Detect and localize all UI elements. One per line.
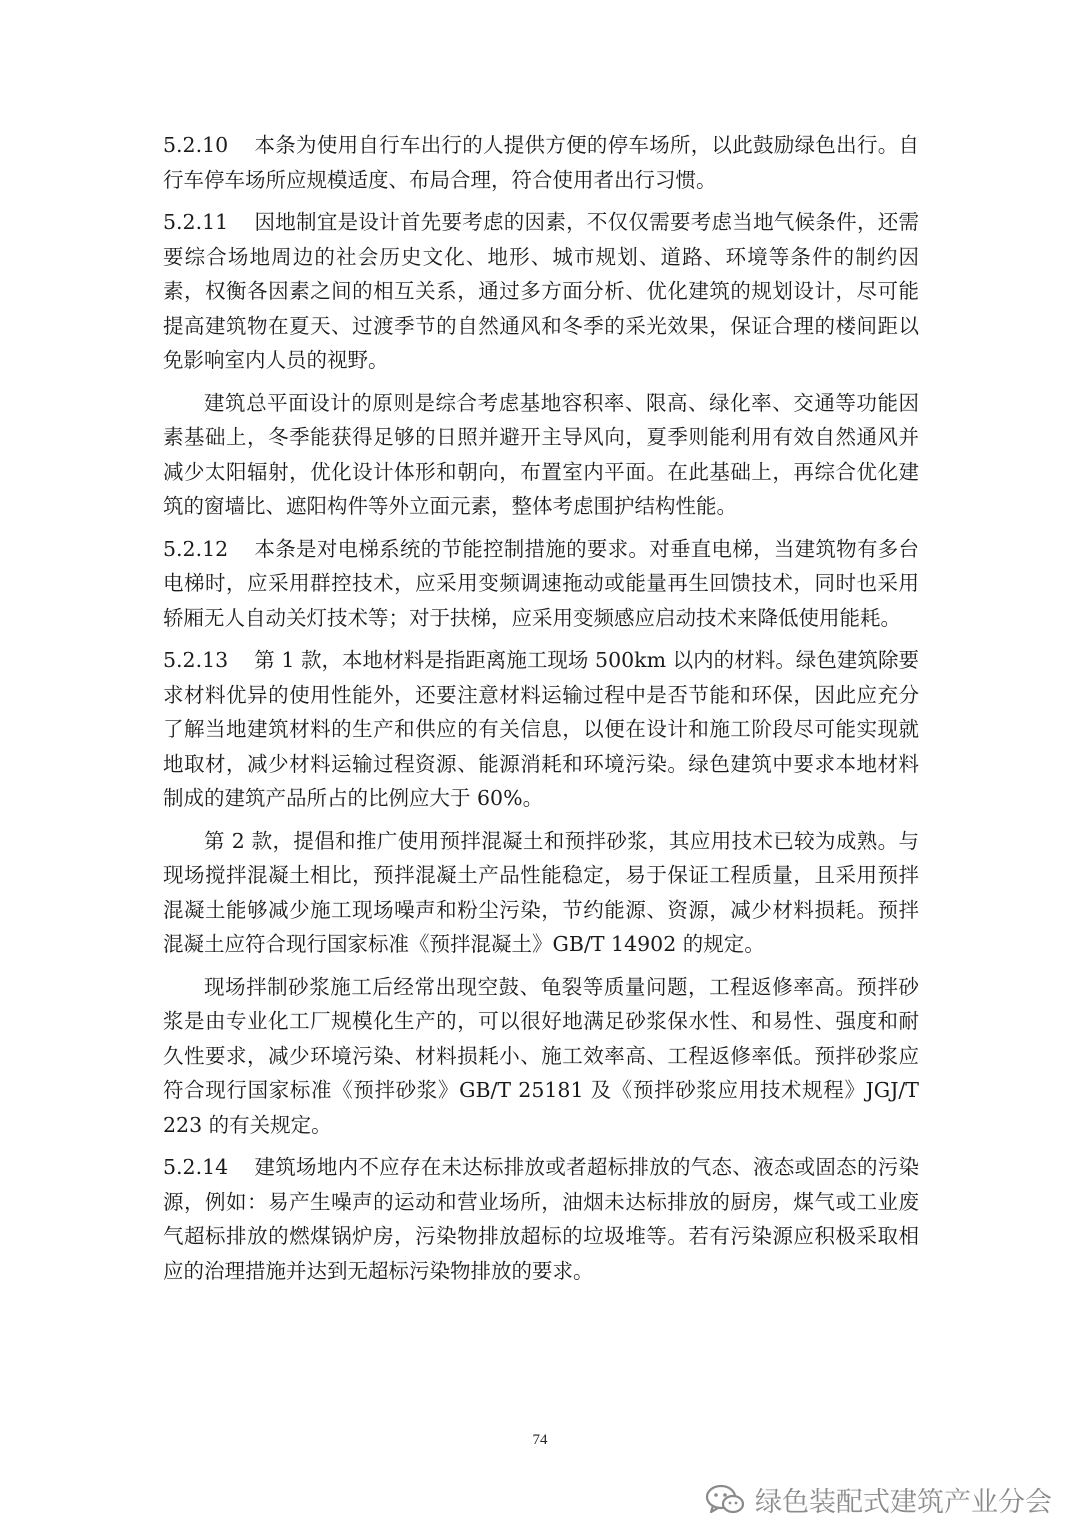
wechat-icon bbox=[705, 1483, 745, 1517]
paragraph-5-2-13 bbox=[163, 643, 919, 816]
paragraph-5-2-14 bbox=[163, 1150, 919, 1288]
page-number: 74 bbox=[532, 1432, 548, 1448]
paragraph-text: 建筑总平面设计的原则是综合考虑基地容积率、限高、绿化率、交通等功能因素基础上，冬季能获得足够的日照并避开主导风向，夏季则能利用有效自然通风并减少太阳辐射，优化设计体形和朝向，布置室内平面。在此基础上，再综合优化建筑的窗墙比、遮阳构件等外立面元素，整体考虑围护结构性能。 bbox=[163, 390, 919, 518]
paragraph-text: 建筑场地内不应存在未达标排放或者超标排放的气态、液态或固态的污染源，例如：易产生噪声的运动和营业场所，油烟未达标排放的厨房，煤气或工业废气超标排放的燃煤锅炉房，污染物排放超标的垃圾堆等。若有污染源应积极采取相应的治理措施并达到无超标污染物排放的要求。 bbox=[163, 1155, 919, 1283]
paragraph-text: 现场拌制砂浆施工后经常出现空鼓、龟裂等质量问题，工程返修率高。预拌砂浆是由专业化工厂规模化生产的，可以很好地满足砂浆保水性、和易性、强度和耐久性要求，减少环境污染、材料损耗小、施工效率高、工程返修率低。预拌砂浆应符合现行国家标准《预拌砂浆》GB/T 25181 及《预拌砂浆应用技术规程》JGJ/T 223 的有关规定。 bbox=[163, 974, 919, 1137]
paragraph-text: 第 1 款，本地材料是指距离施工现场 500km 以内的材料。绿色建筑除要求材料优异的使用性能外，还要注意材料运输过程中是否节能和环保，因此应充分了解当地建筑材料的生产和供应的有关信息，以便在设计和施工阶段尽可能实现就地取材，减少材料运输过程资源、能源消耗和环境污染。绿色建筑中要求本地材料制成的建筑产品所占的比例应大于 60%。 bbox=[163, 648, 919, 810]
paragraph-text: 第 2 款，提倡和推广使用预拌混凝土和预拌砂浆，其应用技术已较为成熟。与现场搅拌混凝土相比，预拌混凝土产品性能稳定，易于保证工程质量，且采用预拌混凝土能够减少施工现场噪声和粉尘污染，节约能源、资源，减少材料损耗。预拌混凝土应符合现行国家标准《预拌混凝土》GB/T 14902 的规定。 bbox=[163, 828, 919, 956]
paragraph-5-2-12 bbox=[163, 532, 919, 636]
paragraph-ready-mixed-concrete bbox=[163, 824, 919, 962]
page-content bbox=[163, 128, 919, 1296]
clause-number: 5.2.14 bbox=[163, 1155, 229, 1179]
clause-number: 5.2.13 bbox=[163, 648, 229, 672]
clause-number: 5.2.10 bbox=[163, 133, 229, 157]
paragraph-ready-mixed-mortar bbox=[163, 970, 919, 1143]
paragraph-site-plan-principles bbox=[163, 386, 919, 524]
clause-number: 5.2.11 bbox=[163, 210, 229, 234]
watermark-text: 绿色装配式建筑产业分会 bbox=[755, 1487, 1052, 1518]
paragraph-5-2-10 bbox=[163, 128, 919, 197]
paragraph-text: 因地制宜是设计首先要考虑的因素，不仅仅需要考虑当地气候条件，还需要综合场地周边的社会历史文化、地形、城市规划、道路、环境等条件的制约因素，权衡各因素之间的相互关系，通过多方面分析、优化建筑的规划设计，尽可能提高建筑物在夏天、过渡季节的自然通风和冬季的采光效果，保证合理的楼间距以免影响室内人员的视野。 bbox=[163, 210, 919, 372]
paragraph-text: 本条是对电梯系统的节能控制措施的要求。对垂直电梯，当建筑物有多台电梯时，应采用群控技术，应采用变频调速拖动或能量再生回馈技术，同时也采用轿厢无人自动关灯技术等；对于扶梯，应采用变频感应启动技术来降低使用能耗。 bbox=[163, 536, 919, 630]
paragraph-5-2-11 bbox=[163, 205, 919, 378]
paragraph-text: 本条为使用自行车出行的人提供方便的停车场所，以此鼓励绿色出行。自行车停车场所应规模适度、布局合理，符合使用者出行习惯。 bbox=[163, 133, 919, 192]
watermark bbox=[705, 1480, 1052, 1519]
clause-number: 5.2.12 bbox=[163, 536, 229, 561]
